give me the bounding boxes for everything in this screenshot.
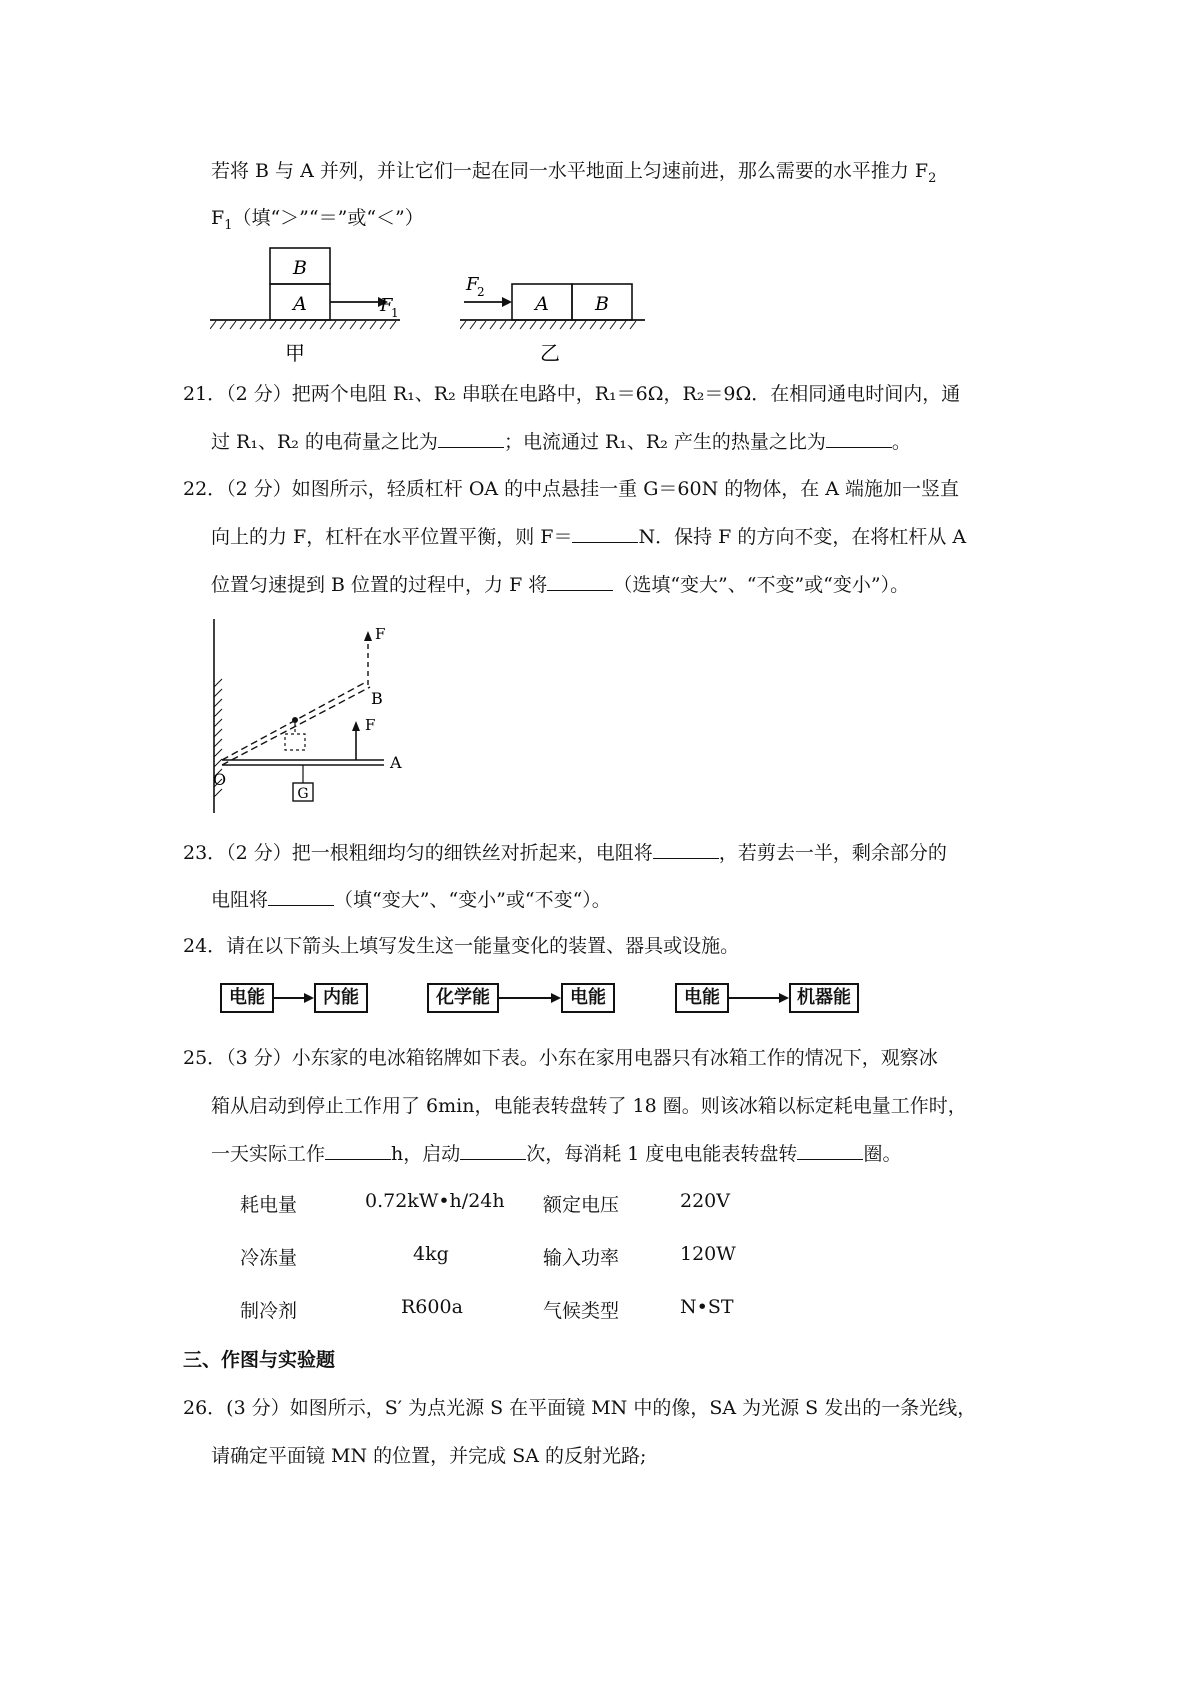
q20-figure-jia	[210, 245, 410, 365]
q22-fig-o: O	[213, 770, 227, 789]
table-cell: 制冷剂	[240, 1300, 298, 1322]
q22-fig-g: G	[297, 786, 309, 802]
q23-line-1b: ，若剪去一半，剩余部分的	[718, 842, 947, 864]
q20-line-2	[211, 204, 424, 240]
q22-line-3	[211, 570, 909, 599]
q25-line-2: 箱从启动到停止工作用了 6min，电能表转盘转了 18 圈。则该冰箱以标定耗电量工作时，	[211, 1095, 967, 1117]
q23-blank-2[interactable]	[268, 885, 334, 906]
q20-f1-sub: 1	[224, 217, 233, 233]
table-cell: N•ST	[680, 1296, 734, 1318]
table-cell: 气候类型	[543, 1300, 620, 1322]
table-cell: 输入功率	[543, 1247, 620, 1269]
q23-blank-1[interactable]	[653, 838, 719, 859]
q24-flow-1-to: 内能	[314, 983, 368, 1013]
q25-line-3	[211, 1139, 901, 1168]
q22-line-2	[211, 522, 966, 551]
yi-force-label: F	[466, 274, 479, 295]
table-cell: 120W	[680, 1243, 736, 1265]
q24-flow-2-to: 电能	[561, 983, 615, 1013]
q26-line-2: 请确定平面镜 MN 的位置，并完成 SA 的反射光路;	[211, 1445, 647, 1467]
q21-line-2c: 。	[891, 431, 911, 453]
q24-flow-2	[427, 983, 612, 1011]
q21-line-1: 21．（2 分）把两个电阻 R₁、R₂ 串联在电路中，R₁＝6Ω，R₂＝9Ω．在相同通电时间内，通	[183, 383, 961, 405]
q25-line-3a: 一天实际工作	[211, 1143, 326, 1165]
q20-line-1	[211, 157, 936, 193]
q21-line-2b: ；电流通过 R₁、R₂ 产生的热量之比为	[503, 431, 826, 453]
q22-line-2b: N．保持 F 的方向不变，在将杠杆从 A	[638, 526, 967, 548]
table-cell: 0.72kW•h/24h	[365, 1190, 505, 1212]
q21-line-2	[211, 427, 911, 456]
q23-line-2	[211, 885, 611, 914]
q22-line-1: 22．（2 分）如图所示，轻质杠杆 OA 的中点悬挂一重 G＝60N 的物体，在 A 端施加一竖直	[183, 478, 960, 500]
q25-line-3c: 次，每消耗 1 度电电能表转盘转	[526, 1143, 798, 1165]
q23-line-1a: 23．（2 分）把一根粗细均匀的细铁丝对折起来，电阻将	[183, 842, 653, 864]
q21-line-2a: 过 R₁、R₂ 的电荷量之比为	[211, 431, 438, 453]
q25-line-3d: 圈。	[863, 1143, 902, 1165]
yi-caption: 乙	[540, 341, 560, 365]
q24-flow-3-to: 机器能	[789, 983, 859, 1013]
q22-lever-figure	[208, 617, 428, 817]
yi-force-sub: 2	[477, 285, 485, 299]
q25-blank-2[interactable]	[460, 1139, 526, 1160]
q23-line-2b: （填“变大”、“变小”或“不变“）。	[334, 889, 611, 911]
table-cell: 额定电压	[543, 1194, 620, 1216]
q25-blank-3[interactable]	[797, 1139, 863, 1160]
q24-flow-1	[220, 983, 365, 1011]
q20-figure-yi-svg	[460, 270, 650, 365]
q21-blank-2[interactable]	[826, 427, 892, 448]
q20-line-2-text: （填“＞”“＝”或“＜”）	[232, 207, 424, 229]
q24-flow-3-arrow	[729, 992, 789, 1004]
q24-flow-1-from: 电能	[220, 983, 274, 1013]
q22-line-3b: （选填“变大”、“不变”或“变小”）。	[613, 574, 910, 596]
q24-line-1: 24．请在以下箭头上填写发生这一能量变化的装置、器具或设施。	[183, 935, 740, 957]
jia-force-label: F	[380, 295, 393, 316]
q22-line-3a: 位置匀速提到 B 位置的过程中，力 F 将	[211, 574, 548, 596]
table-cell: 4kg	[413, 1243, 449, 1265]
q20-f1-label: F	[211, 207, 225, 229]
q22-blank-1[interactable]	[572, 522, 638, 543]
q21-blank-1[interactable]	[438, 427, 504, 448]
q24-flow-3	[675, 983, 855, 1011]
q24-flow-1-arrow	[274, 992, 314, 1004]
yi-block-a-label: A	[535, 293, 549, 315]
q22-fig-a: A	[390, 753, 402, 772]
q23-line-1	[183, 838, 947, 867]
table-cell: 冷冻量	[240, 1247, 298, 1269]
q22-lever-svg	[208, 617, 428, 817]
q20-line-1-text: 若将 B 与 A 并列，并让它们一起在同一水平地面上匀速前进，那么需要的水平推力 F	[211, 160, 929, 182]
q24-flow-2-from: 化学能	[427, 983, 499, 1013]
q22-line-2a: 向上的力 F，杠杆在水平位置平衡，则 F＝	[211, 526, 573, 548]
q22-fig-f-top: F	[375, 625, 386, 643]
q24-flow-2-arrow	[499, 992, 561, 1004]
q22-fig-b: B	[371, 689, 383, 708]
q22-blank-2[interactable]	[547, 570, 613, 591]
q25-line-1: 25．（3 分）小东家的电冰箱铭牌如下表。小东在家用电器只有冰箱工作的情况下，观察冰	[183, 1047, 938, 1069]
q26-line-1: 26．(3 分）如图所示，S′ 为点光源 S 在平面镜 MN 中的像，SA 为光源 S 发出的一条光线，	[183, 1397, 977, 1419]
jia-caption: 甲	[285, 341, 305, 365]
jia-block-a-label: A	[293, 293, 307, 315]
table-cell: 220V	[680, 1190, 730, 1212]
q25-line-3b: h，启动	[391, 1143, 461, 1165]
q24-flow-3-from: 电能	[675, 983, 729, 1013]
q25-blank-1[interactable]	[325, 1139, 391, 1160]
yi-block-b-label: B	[595, 293, 609, 315]
table-cell: R600a	[401, 1296, 463, 1318]
section-heading: 三、作图与实验题	[183, 1349, 336, 1371]
jia-block-b-label: B	[293, 257, 307, 279]
q22-fig-f-right: F	[365, 716, 376, 734]
q20-f2-sub: 2	[928, 170, 937, 186]
q20-figure-jia-svg	[210, 245, 410, 365]
jia-force-sub: 1	[391, 306, 399, 320]
q20-figure-yi	[460, 270, 650, 365]
table-cell: 耗电量	[240, 1194, 298, 1216]
q23-line-2a: 电阻将	[211, 889, 269, 911]
